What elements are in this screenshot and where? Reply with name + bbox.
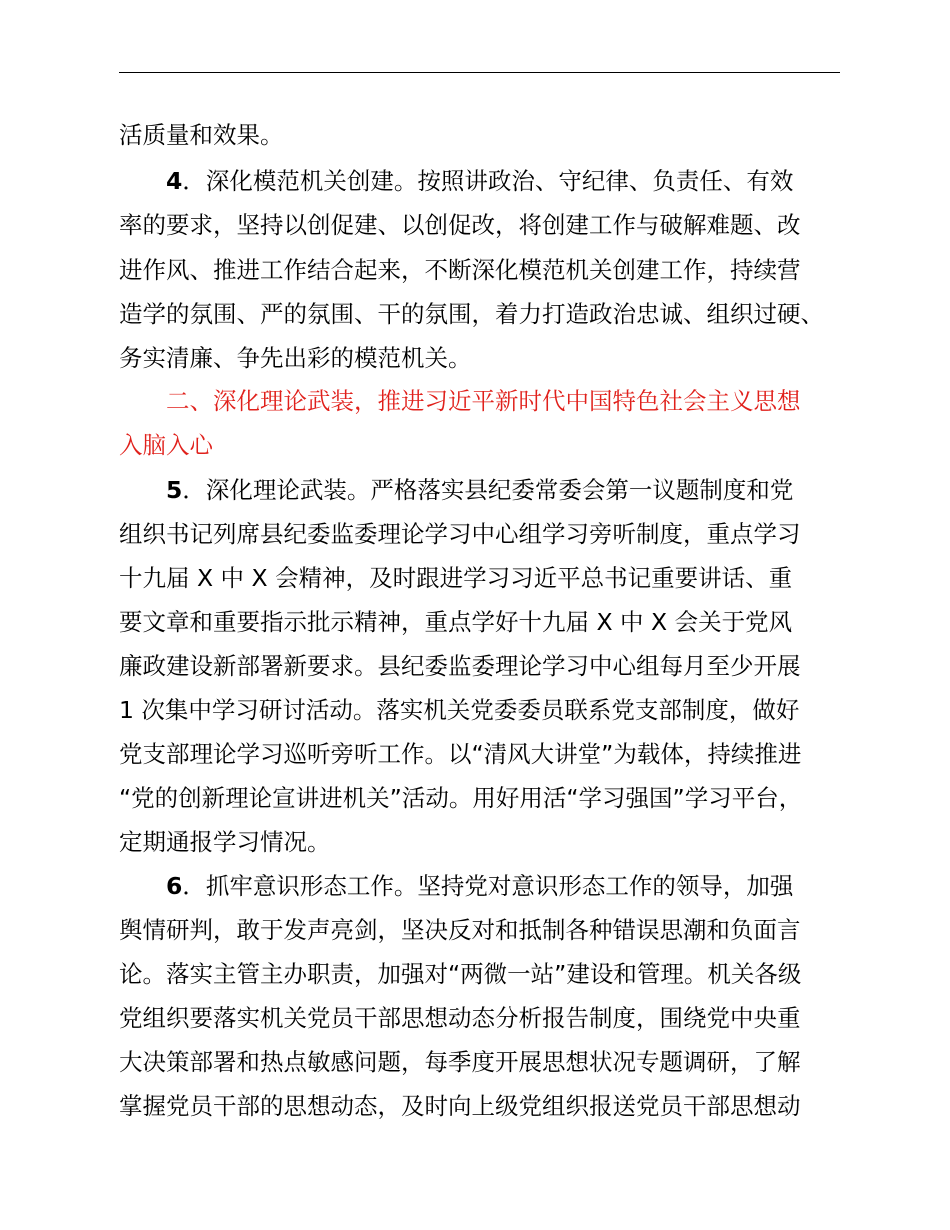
paragraph-5-first-line: 5．深化理论武装。严格落实县纪委常委会第一议题制度和党: [166, 476, 794, 504]
item-number: 5: [166, 476, 183, 504]
item-number: 4: [166, 167, 183, 195]
text-line: 务实清廉、争先出彩的模范机关。: [119, 344, 472, 372]
text-line: 廉政建设新部署新要求。县纪委监委理论学习中心组每月至少开展: [119, 652, 801, 680]
text-line: 十九届 X 中 X 会精神，及时跟进学习习近平总书记重要讲话、重: [119, 564, 793, 592]
text-line: 掌握党员干部的思想动态，及时向上级党组织报送党员干部思想动: [119, 1092, 801, 1120]
text-line: 党组织要落实机关党员干部思想动态分析报告制度，围绕党中央重: [119, 1004, 801, 1032]
text-line: 组织书记列席县纪委监委理论学习中心组学习旁听制度，重点学习: [119, 520, 801, 548]
text-line: 活质量和效果。: [119, 121, 284, 149]
text-line: 舆情研判，敢于发声亮剑，坚决反对和抵制各种错误思潮和负面言: [119, 916, 801, 944]
paragraph-4-first-line: 4．深化模范机关创建。按照讲政治、守纪律、负责任、有效: [166, 167, 794, 195]
paragraph-6-first-line: 6．抓牢意识形态工作。坚持党对意识形态工作的领导，加强: [166, 872, 794, 900]
text-line: 造学的氛围、严的氛围、干的氛围，着力打造政治忠诚、组织过硬、: [119, 300, 824, 328]
text-line: “党的创新理论宣讲进机关”活动。用好用活“学习强国”学习平台，: [119, 784, 803, 812]
section-heading-line-1: 二、深化理论武装，推进习近平新时代中国特色社会主义思想: [166, 387, 801, 415]
text-line: 定期通报学习情况。: [119, 828, 331, 856]
text-line: 大决策部署和热点敏感问题，每季度开展思想状况专题调研，了解: [119, 1048, 801, 1076]
section-heading-line-2: 入脑入心: [119, 431, 213, 459]
text-line: 1 次集中学习研讨活动。落实机关党委委员联系党支部制度，做好: [119, 696, 800, 724]
item-number: 6: [166, 872, 183, 900]
text-line: 进作风、推进工作结合起来，不断深化模范机关创建工作，持续营: [119, 256, 801, 284]
text-line: 率的要求，坚持以创促建、以创促改，将创建工作与破解难题、改: [119, 211, 801, 239]
text-line: 论。落实主管主办职责，加强对“两微一站”建设和管理。机关各级: [119, 960, 802, 988]
text-line: 党支部理论学习巡听旁听工作。以“清风大讲堂”为载体，持续推进: [119, 740, 802, 768]
header-rule: [119, 72, 840, 73]
text-line: 要文章和重要指示批示精神，重点学好十九届 X 中 X 会关于党风: [119, 608, 793, 636]
